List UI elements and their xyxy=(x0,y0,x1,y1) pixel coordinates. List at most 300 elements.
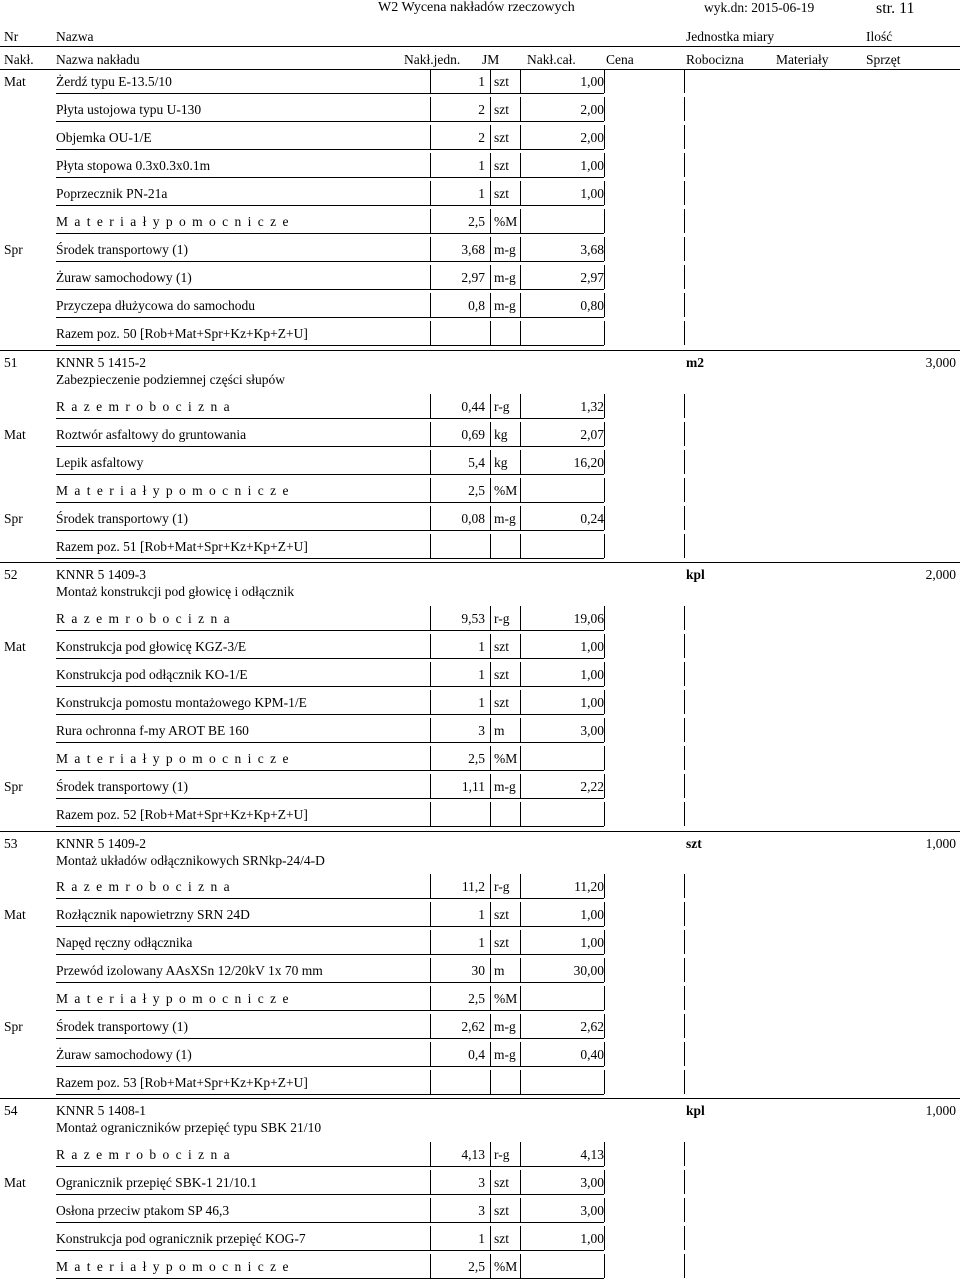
row-underline xyxy=(56,826,604,827)
row-divider xyxy=(490,1254,491,1278)
total-norm: 3,68 xyxy=(580,242,604,257)
row-divider xyxy=(520,422,521,446)
row-divider xyxy=(430,774,431,798)
row-divider xyxy=(490,125,491,149)
total-norm: 1,00 xyxy=(580,186,604,201)
row-divider xyxy=(604,1070,605,1094)
position-quantity: 1,000 xyxy=(925,1103,956,1118)
row-divider xyxy=(604,634,605,658)
row-divider xyxy=(684,153,685,177)
position-unit: kpl xyxy=(686,567,705,582)
unit: szt xyxy=(494,667,509,682)
total-norm: 1,32 xyxy=(580,399,604,414)
resource-name: Środek transportowy (1) xyxy=(56,1019,188,1034)
unit: %M xyxy=(494,991,518,1006)
unit: szt xyxy=(494,158,509,173)
row-divider xyxy=(490,662,491,686)
row-divider xyxy=(430,690,431,714)
row-divider xyxy=(604,478,605,502)
position-unit: m2 xyxy=(686,355,704,370)
unit: kg xyxy=(494,427,508,442)
unit: szt xyxy=(494,74,509,89)
resource-type: Mat xyxy=(4,74,26,89)
row-divider xyxy=(604,802,605,826)
unit: m-g xyxy=(494,779,516,794)
row-divider xyxy=(430,1070,431,1094)
row-divider xyxy=(604,746,605,770)
row-divider xyxy=(520,634,521,658)
row-underline xyxy=(56,1066,604,1067)
row-underline xyxy=(56,345,604,346)
col-nazwa-nakladu: Nazwa nakładu xyxy=(56,52,140,67)
unit: r-g xyxy=(494,399,510,414)
resource-name: Przyczepa dłużycowa do samochodu xyxy=(56,298,256,313)
row-divider xyxy=(490,181,491,205)
row-divider xyxy=(520,1042,521,1066)
total-norm: 2,62 xyxy=(580,1019,604,1034)
row-divider xyxy=(430,321,431,345)
row-divider xyxy=(684,662,685,686)
row-divider xyxy=(430,534,431,558)
row-divider xyxy=(684,986,685,1010)
resource-name: Lepik asfaltowy xyxy=(56,455,144,470)
resource-name: M a t e r i a ł y p o m o c n i c z e xyxy=(56,991,290,1006)
row-divider xyxy=(684,478,685,502)
row-divider xyxy=(604,237,605,261)
row-underline xyxy=(56,798,604,799)
col-nakl-jedn: Nakł.jedn. xyxy=(404,52,461,67)
row-divider xyxy=(684,534,685,558)
position-description: Zabezpieczenie podziemnej części słupów xyxy=(56,372,286,387)
resource-name: Konstrukcja pod głowicę KGZ-3/E xyxy=(56,639,247,654)
resource-type: Spr xyxy=(4,511,23,526)
row-divider xyxy=(520,606,521,630)
position-description: Montaż konstrukcji pod głowicę i odłącznik xyxy=(56,584,295,599)
unit-norm: 9,53 xyxy=(461,611,485,626)
unit-norm: 2,62 xyxy=(461,1019,485,1034)
row-divider xyxy=(430,746,431,770)
unit-norm: 2 xyxy=(478,102,485,117)
row-divider xyxy=(430,153,431,177)
row-divider xyxy=(520,1014,521,1038)
row-divider xyxy=(520,450,521,474)
row-divider xyxy=(490,265,491,289)
unit-norm: 3 xyxy=(478,723,485,738)
resource-name: Przewód izolowany AAsXSn 12/20kV 1x 70 mm xyxy=(56,963,323,978)
unit-norm: 1 xyxy=(478,639,485,654)
position-unit: szt xyxy=(686,836,702,851)
resource-name: Konstrukcja pod ogranicznik przepięć KOG-7 xyxy=(56,1231,306,1246)
row-divider xyxy=(520,986,521,1010)
row-divider xyxy=(490,237,491,261)
resource-name: Razem poz. 51 [Rob+Mat+Spr+Kz+Kp+Z+U] xyxy=(56,539,308,554)
unit-norm: 1 xyxy=(478,935,485,950)
row-divider xyxy=(520,1070,521,1094)
resource-name: R a z e m r o b o c i z n a xyxy=(56,611,232,626)
row-divider xyxy=(430,902,431,926)
row-divider xyxy=(684,746,685,770)
row-divider xyxy=(684,1254,685,1278)
unit: szt xyxy=(494,1231,509,1246)
position-top-line xyxy=(0,562,960,563)
unit: r-g xyxy=(494,879,510,894)
row-divider xyxy=(490,958,491,982)
row-underline xyxy=(56,1222,604,1223)
row-divider xyxy=(684,1142,685,1166)
resource-name: Płyta ustojowa typu U-130 xyxy=(56,102,202,117)
row-underline xyxy=(56,926,604,927)
unit-norm: 1 xyxy=(478,695,485,710)
unit: m-g xyxy=(494,1019,516,1034)
col-sprzet: Sprzęt xyxy=(866,52,901,67)
row-divider xyxy=(490,69,491,93)
resource-name: Konstrukcja pod odłącznik KO-1/E xyxy=(56,667,248,682)
resource-name: Rura ochronna f-my AROT BE 160 xyxy=(56,723,249,738)
row-divider xyxy=(684,1198,685,1222)
total-norm: 0,40 xyxy=(580,1047,604,1062)
row-divider xyxy=(604,930,605,954)
row-divider xyxy=(684,321,685,345)
row-underline xyxy=(56,418,604,419)
unit-norm: 3 xyxy=(478,1203,485,1218)
row-divider xyxy=(430,209,431,233)
row-divider xyxy=(490,1226,491,1250)
row-divider xyxy=(604,321,605,345)
row-divider xyxy=(430,181,431,205)
row-divider xyxy=(604,534,605,558)
row-divider xyxy=(604,153,605,177)
row-divider xyxy=(490,534,491,558)
row-underline xyxy=(56,1094,604,1095)
row-underline xyxy=(56,121,604,122)
row-divider xyxy=(430,802,431,826)
resource-name: Żuraw samochodowy (1) xyxy=(56,1047,192,1062)
total-norm: 1,00 xyxy=(580,158,604,173)
row-divider xyxy=(684,209,685,233)
row-divider xyxy=(430,1014,431,1038)
unit-norm: 2,5 xyxy=(468,1259,485,1274)
row-divider xyxy=(520,237,521,261)
row-divider xyxy=(490,986,491,1010)
row-underline xyxy=(56,982,604,983)
row-divider xyxy=(604,1142,605,1166)
unit: m-g xyxy=(494,270,516,285)
row-divider xyxy=(684,802,685,826)
row-underline xyxy=(56,954,604,955)
total-norm: 2,00 xyxy=(580,130,604,145)
row-divider xyxy=(684,1170,685,1194)
row-divider xyxy=(684,450,685,474)
row-divider xyxy=(520,1254,521,1278)
row-divider xyxy=(604,181,605,205)
row-divider xyxy=(684,606,685,630)
row-divider xyxy=(684,1070,685,1094)
row-divider xyxy=(520,930,521,954)
unit-norm: 4,13 xyxy=(461,1147,485,1162)
total-norm: 4,13 xyxy=(580,1147,604,1162)
row-divider xyxy=(604,1170,605,1194)
row-divider xyxy=(604,1014,605,1038)
row-divider xyxy=(684,902,685,926)
row-divider xyxy=(684,181,685,205)
unit: %M xyxy=(494,483,518,498)
row-divider xyxy=(490,97,491,121)
row-underline xyxy=(56,530,604,531)
row-divider xyxy=(490,634,491,658)
unit: r-g xyxy=(494,611,510,626)
unit: m-g xyxy=(494,298,516,313)
row-underline xyxy=(56,1278,604,1279)
resource-name: M a t e r i a ł y p o m o c n i c z e xyxy=(56,751,290,766)
row-divider xyxy=(684,1014,685,1038)
row-divider xyxy=(490,606,491,630)
resource-name: M a t e r i a ł y p o m o c n i c z e xyxy=(56,1259,290,1274)
unit: szt xyxy=(494,639,509,654)
unit: r-g xyxy=(494,1147,510,1162)
row-divider xyxy=(604,1226,605,1250)
row-divider xyxy=(430,506,431,530)
row-divider xyxy=(430,1198,431,1222)
unit-norm: 2,5 xyxy=(468,751,485,766)
unit: szt xyxy=(494,695,509,710)
row-divider xyxy=(684,394,685,418)
row-divider xyxy=(604,874,605,898)
row-divider xyxy=(430,265,431,289)
row-underline xyxy=(56,558,604,559)
row-divider xyxy=(490,422,491,446)
resource-name: Razem poz. 50 [Rob+Mat+Spr+Kz+Kp+Z+U] xyxy=(56,326,308,341)
row-divider xyxy=(490,802,491,826)
row-divider xyxy=(684,718,685,742)
resource-name: Ogranicznik przepięć SBK-1 21/10.1 xyxy=(56,1175,257,1190)
unit: szt xyxy=(494,935,509,950)
resource-name: Konstrukcja pomostu montażowego KPM-1/E xyxy=(56,695,307,710)
resource-name: Objemka OU-1/E xyxy=(56,130,152,145)
row-divider xyxy=(604,690,605,714)
row-divider xyxy=(430,958,431,982)
row-divider xyxy=(684,690,685,714)
row-divider xyxy=(604,774,605,798)
row-divider xyxy=(604,422,605,446)
row-underline xyxy=(56,289,604,290)
row-divider xyxy=(430,930,431,954)
row-divider xyxy=(490,874,491,898)
unit: %M xyxy=(494,1259,518,1274)
row-divider xyxy=(684,265,685,289)
row-divider xyxy=(490,450,491,474)
row-divider xyxy=(490,293,491,317)
row-divider xyxy=(430,394,431,418)
position-number: 52 xyxy=(4,567,18,582)
position-top-line xyxy=(0,1098,960,1099)
row-divider xyxy=(430,986,431,1010)
resource-type: Spr xyxy=(4,779,23,794)
row-divider xyxy=(684,874,685,898)
unit-norm: 11,2 xyxy=(461,879,485,894)
unit: m xyxy=(494,723,505,738)
total-norm: 1,00 xyxy=(580,935,604,950)
row-divider xyxy=(520,506,521,530)
row-divider xyxy=(604,718,605,742)
row-underline xyxy=(56,317,604,318)
unit: m-g xyxy=(494,511,516,526)
unit: szt xyxy=(494,186,509,201)
unit: kg xyxy=(494,455,508,470)
row-divider xyxy=(490,930,491,954)
row-divider xyxy=(604,506,605,530)
col-jednostka: Jednostka miary xyxy=(686,29,775,44)
total-norm: 30,00 xyxy=(573,963,604,978)
unit-norm: 2,5 xyxy=(468,991,485,1006)
row-divider xyxy=(520,1142,521,1166)
total-norm: 11,20 xyxy=(574,879,604,894)
unit: szt xyxy=(494,907,509,922)
row-underline xyxy=(56,502,604,503)
position-top-line xyxy=(0,350,960,351)
row-divider xyxy=(604,125,605,149)
position-number: 54 xyxy=(4,1103,18,1118)
total-norm: 1,00 xyxy=(580,74,604,89)
position-quantity: 1,000 xyxy=(925,836,956,851)
position-unit: kpl xyxy=(686,1103,705,1118)
resource-name: Płyta stopowa 0.3x0.3x0.1m xyxy=(56,158,211,173)
row-divider xyxy=(490,153,491,177)
row-divider xyxy=(490,1198,491,1222)
total-norm: 3,00 xyxy=(580,1175,604,1190)
row-divider xyxy=(490,902,491,926)
resource-name: Żerdź typu E-13.5/10 xyxy=(56,74,172,89)
row-divider xyxy=(430,293,431,317)
col-nr: Nr xyxy=(4,29,19,44)
row-divider xyxy=(490,1170,491,1194)
row-divider xyxy=(430,606,431,630)
total-norm: 1,00 xyxy=(580,907,604,922)
unit-norm: 1 xyxy=(478,667,485,682)
row-divider xyxy=(520,902,521,926)
unit-norm: 3,68 xyxy=(461,242,485,257)
row-divider xyxy=(520,690,521,714)
row-divider xyxy=(520,802,521,826)
row-underline xyxy=(56,261,604,262)
row-divider xyxy=(490,321,491,345)
row-underline xyxy=(56,149,604,150)
position-description: Montaż ograniczników przepięć typu SBK 21/10 xyxy=(56,1120,322,1135)
col-robocizna: Robocizna xyxy=(686,52,744,67)
unit: %M xyxy=(494,214,518,229)
row-underline xyxy=(56,630,604,631)
row-divider xyxy=(520,125,521,149)
col-nazwa: Nazwa xyxy=(56,29,94,44)
position-quantity: 2,000 xyxy=(925,567,956,582)
unit-norm: 3 xyxy=(478,1175,485,1190)
row-underline xyxy=(56,93,604,94)
row-divider xyxy=(430,874,431,898)
row-divider xyxy=(520,958,521,982)
row-divider xyxy=(430,1254,431,1278)
resource-name: Napęd ręczny odłącznika xyxy=(56,935,193,950)
resource-type: Spr xyxy=(4,1019,23,1034)
col-cena: Cena xyxy=(606,52,634,67)
unit-norm: 1 xyxy=(478,1231,485,1246)
position-description: Montaż układów odłącznikowych SRNkp-24/4-D xyxy=(56,853,325,868)
row-divider xyxy=(684,930,685,954)
unit: szt xyxy=(494,1203,509,1218)
row-divider xyxy=(520,321,521,345)
row-divider xyxy=(520,265,521,289)
resource-name: Żuraw samochodowy (1) xyxy=(56,270,192,285)
row-divider xyxy=(520,1170,521,1194)
row-divider xyxy=(604,1198,605,1222)
row-divider xyxy=(520,181,521,205)
page-number: str. 11 xyxy=(876,0,915,17)
unit-norm: 1 xyxy=(478,158,485,173)
position-number: 53 xyxy=(4,836,18,851)
resource-name: Razem poz. 53 [Rob+Mat+Spr+Kz+Kp+Z+U] xyxy=(56,1075,308,1090)
col-nakl-cal: Nakł.cał. xyxy=(527,52,576,67)
total-norm: 1,00 xyxy=(580,695,604,710)
unit-norm: 0,8 xyxy=(468,298,485,313)
row-underline xyxy=(56,1010,604,1011)
row-divider xyxy=(520,534,521,558)
unit-norm: 30 xyxy=(471,963,485,978)
unit-norm: 2,5 xyxy=(468,483,485,498)
author-date: wyk.dn: 2015-06-19 xyxy=(704,0,815,15)
row-underline xyxy=(56,446,604,447)
row-divider xyxy=(604,902,605,926)
unit-norm: 0,44 xyxy=(461,399,485,414)
row-divider xyxy=(490,394,491,418)
row-divider xyxy=(520,209,521,233)
total-norm: 3,00 xyxy=(580,723,604,738)
row-underline xyxy=(56,770,604,771)
total-norm: 1,00 xyxy=(580,639,604,654)
resource-name: M a t e r i a ł y p o m o c n i c z e xyxy=(56,483,290,498)
row-divider xyxy=(430,97,431,121)
total-norm: 1,00 xyxy=(580,1231,604,1246)
unit: szt xyxy=(494,1175,509,1190)
row-divider xyxy=(604,265,605,289)
row-divider xyxy=(684,774,685,798)
unit-norm: 1,11 xyxy=(461,779,485,794)
row-divider xyxy=(430,1042,431,1066)
position-code: KNNR 5 1409-3 xyxy=(56,567,146,582)
row-divider xyxy=(490,478,491,502)
row-underline xyxy=(56,1194,604,1195)
row-divider xyxy=(684,1226,685,1250)
row-divider xyxy=(490,1070,491,1094)
row-divider xyxy=(490,1042,491,1066)
row-underline xyxy=(56,686,604,687)
resource-name: Środek transportowy (1) xyxy=(56,511,188,526)
row-underline xyxy=(56,474,604,475)
row-divider xyxy=(520,718,521,742)
row-divider xyxy=(604,293,605,317)
total-norm: 3,00 xyxy=(580,1203,604,1218)
row-divider xyxy=(520,874,521,898)
row-divider xyxy=(430,1170,431,1194)
row-underline xyxy=(56,714,604,715)
row-underline xyxy=(56,1166,604,1167)
resource-name: R a z e m r o b o c i z n a xyxy=(56,1147,232,1162)
resource-name: Środek transportowy (1) xyxy=(56,242,188,257)
total-norm: 1,00 xyxy=(580,667,604,682)
unit-norm: 1 xyxy=(478,186,485,201)
row-divider xyxy=(520,97,521,121)
row-underline xyxy=(56,658,604,659)
row-divider xyxy=(604,209,605,233)
row-divider xyxy=(430,69,431,93)
unit-norm: 1 xyxy=(478,907,485,922)
